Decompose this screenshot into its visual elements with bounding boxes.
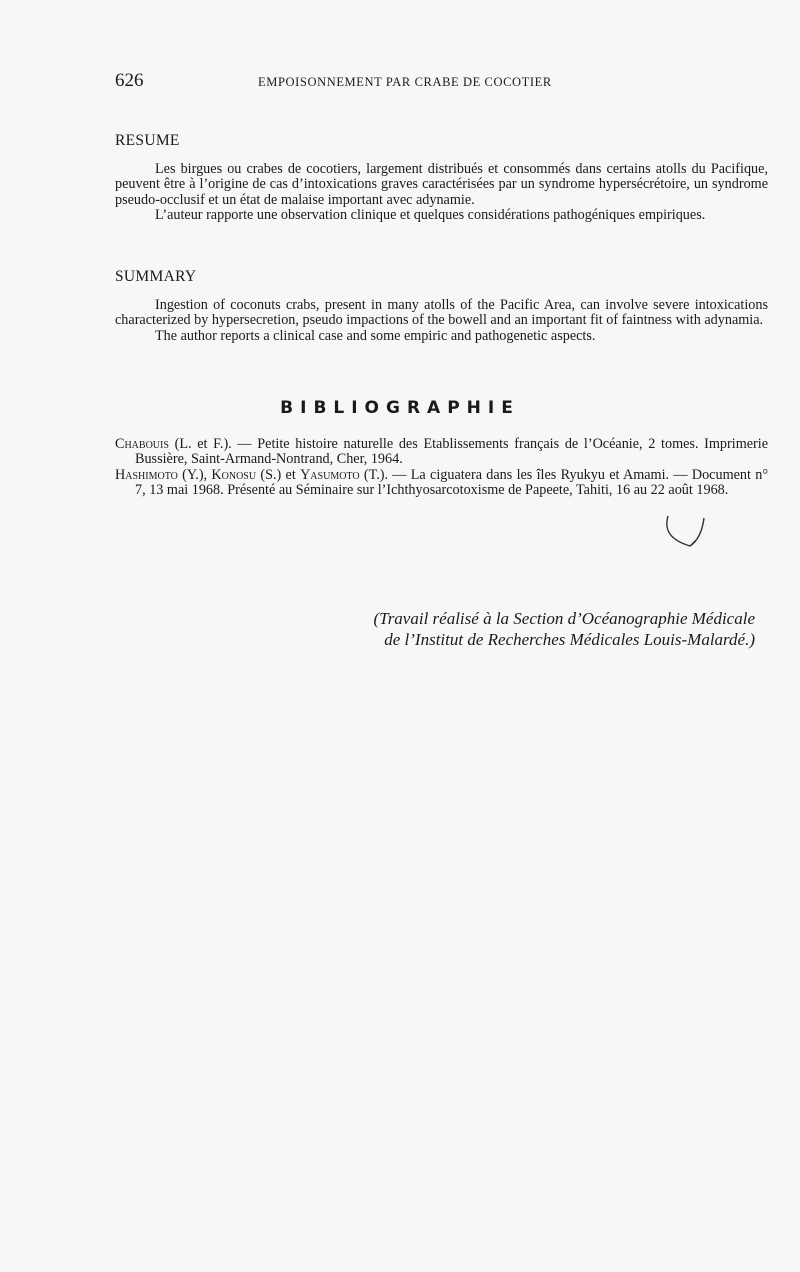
- summary-text: [115, 298, 768, 344]
- reference-author: Konosu: [211, 466, 257, 483]
- reference-text: (T.). — La ciguatera dans les îles Ryukyu et Amami. — Document n° 7, 13 mai 1968. Présenté au Séminaire sur l’Ichthyosarcotoxisme de Papeete, Tahiti, 16 au 22 août 1968.: [135, 466, 768, 499]
- reference-author: Hashimoto: [115, 466, 178, 483]
- running-title: EMPOISONNEMENT PAR CRABE DE COCOTIER: [258, 75, 552, 89]
- reference-separator: (Y.),: [177, 466, 212, 483]
- reference-item: [115, 468, 768, 499]
- summary-paragraph: The author reports a clinical case and some empiric and pathogenetic aspects.: [155, 327, 596, 344]
- credit-line: de l’Institut de Recherches Médicales Louis-Malardé.): [384, 630, 755, 649]
- reference-item: [115, 437, 768, 468]
- resume-text: [115, 162, 768, 224]
- summary-paragraph: Ingestion of coconuts crabs, present in many atolls of the Pacific Area, can involve severe intoxications characterized by hypersecretion, pseudo impactions of the bowell and an important fit of faintness with adynamia.: [115, 297, 768, 329]
- end-mark-icon: [660, 512, 710, 552]
- reference-author: Chabouis: [115, 436, 169, 452]
- page-number: 626: [115, 70, 144, 91]
- resume-paragraph: Les birgues ou crabes de cocotiers, largement distribués et consommés dans certains atolls du Pacifique, peuvent être à l’origine de cas d’intoxications graves caractérisées par un syndrome hypersécrétoire, un syndrome pseudo-occlusif et un état de malaise important avec adynamie.: [115, 161, 768, 208]
- resume-paragraph: L’auteur rapporte une observation clinique et quelques considérations pathogéniques empiriques.: [155, 207, 706, 224]
- institution-credit: [280, 608, 755, 650]
- summary-heading: SUMMARY: [115, 268, 197, 285]
- reference-author: Yasumoto: [300, 466, 360, 483]
- bibliography-heading: BIBLIOGRAPHIE: [280, 398, 520, 418]
- bibliography-list: [115, 437, 768, 499]
- credit-line: (Travail réalisé à la Section d’Océanographie Médicale: [373, 609, 755, 628]
- reference-text: (L. et F.). — Petite histoire naturelle des Etablissements français de l’Océanie, 2 tomes. Imprimerie Bussière, Saint-Armand-Nontrand, Cher, 1964.: [135, 436, 768, 468]
- reference-separator: (S.) et: [256, 466, 301, 483]
- resume-heading: RESUME: [115, 132, 180, 149]
